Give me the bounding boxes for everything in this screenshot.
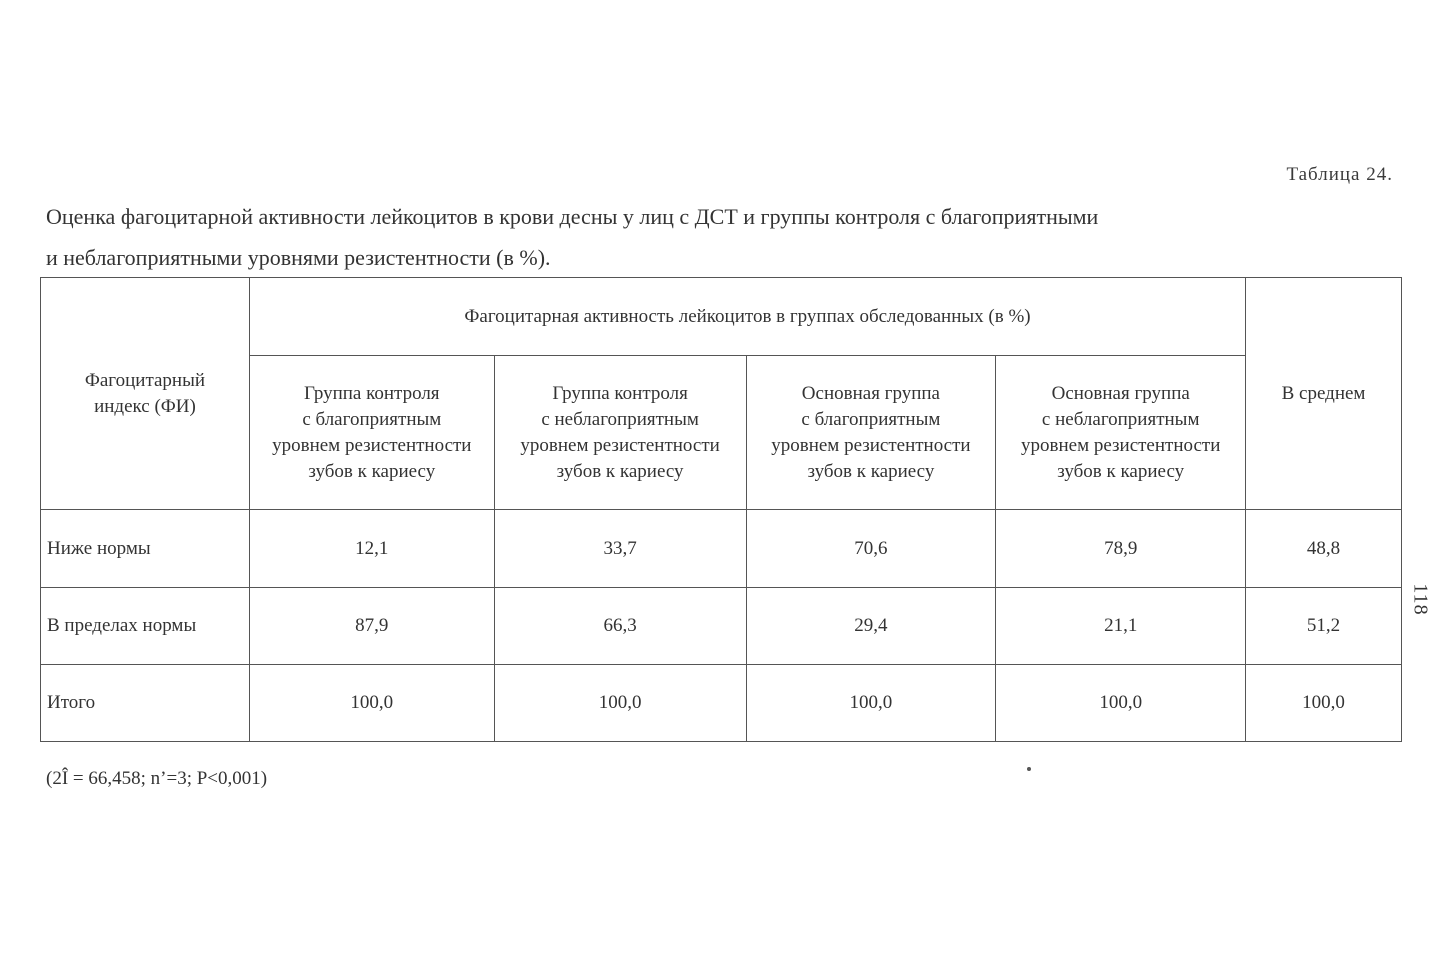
caption-line-2: и неблагоприятными уровнями резистентности (в %).	[46, 245, 551, 270]
table-row	[41, 588, 1402, 665]
table-cell: 100,0	[249, 665, 494, 742]
column-header-1-line-2: с благоприятным	[302, 408, 442, 430]
data-table	[40, 277, 1402, 742]
table-cell: 78,9	[996, 510, 1246, 588]
column-header-1	[249, 356, 494, 510]
column-header-3-line-2: с благоприятным	[801, 408, 941, 430]
column-header-3-line-1: Основная группа	[801, 382, 940, 404]
column-header-1-line-1: Группа контроля	[304, 382, 440, 404]
row-label-total: Итого	[41, 665, 250, 742]
group-header-label: Фагоцитарная активность лейкоцитов в группах обследованных (в %)	[464, 305, 1031, 327]
table-row	[41, 510, 1402, 588]
row-header-label: Фагоцитарный индекс (ФИ)	[84, 369, 206, 417]
table-cell: 48,8	[1246, 510, 1402, 588]
column-header-1-line-4: зубов к кариесу	[308, 460, 436, 482]
table-cell: 70,6	[746, 510, 996, 588]
column-header-3	[746, 356, 996, 510]
table-cell: 100,0	[494, 665, 746, 742]
row-header-cell	[41, 278, 250, 510]
table-cell: 100,0	[1246, 665, 1402, 742]
caption-line-1: Оценка фагоцитарной активности лейкоцитов в крови десны у лиц с ДСТ и группы контроля с благоприятными	[46, 204, 1099, 229]
footnote-statistics: (2Î = 66,458; n’=3; P<0,001)	[46, 768, 268, 789]
row-label-within-norm: В пределах нормы	[41, 588, 250, 665]
column-header-4	[996, 356, 1246, 510]
page-number: 118	[1409, 583, 1432, 616]
table-cell: 33,7	[494, 510, 746, 588]
column-header-2-line-1: Группа контроля	[552, 382, 688, 404]
column-header-2-line-3: уровнем резистентности	[520, 434, 720, 456]
column-header-4-line-2: с неблагоприятным	[1041, 408, 1200, 430]
column-header-3-line-4: зубов к кариесу	[807, 460, 935, 482]
column-header-2-line-2: с неблагоприятным	[541, 408, 699, 430]
column-header-4-line-1: Основная группа	[1051, 382, 1190, 404]
scan-speck	[1027, 767, 1031, 771]
column-header-2-line-4: зубов к кариесу	[556, 460, 684, 482]
column-header-2	[494, 356, 746, 510]
column-header-4-line-4: зубов к кариесу	[1057, 460, 1185, 482]
column-header-3-line-3: уровнем резистентности	[771, 434, 971, 456]
table-cell: 87,9	[249, 588, 494, 665]
avg-header-label: В среднем	[1281, 382, 1366, 404]
table-cell: 21,1	[996, 588, 1246, 665]
avg-header-cell	[1246, 278, 1402, 510]
column-header-4-line-3: уровнем резистентности	[1021, 434, 1221, 456]
table-caption	[46, 196, 1336, 278]
header-row-top	[41, 278, 1402, 356]
table-cell: 66,3	[494, 588, 746, 665]
row-label-below-norm: Ниже нормы	[41, 510, 250, 588]
table-cell: 100,0	[996, 665, 1246, 742]
table-cell: 29,4	[746, 588, 996, 665]
group-header-cell	[249, 278, 1245, 356]
table-cell: 100,0	[746, 665, 996, 742]
column-header-1-line-3: уровнем резистентности	[272, 434, 472, 456]
table-cell: 12,1	[249, 510, 494, 588]
table-number: Таблица 24.	[1286, 164, 1393, 185]
table-row	[41, 665, 1402, 742]
table-cell: 51,2	[1246, 588, 1402, 665]
